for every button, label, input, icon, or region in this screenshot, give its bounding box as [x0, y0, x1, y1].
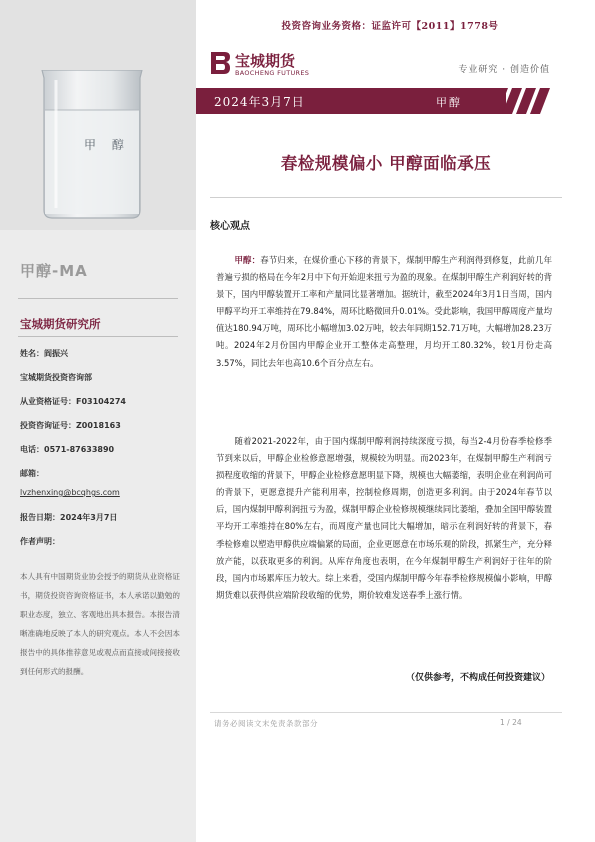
- phone-number: 电话：0571-87633890: [20, 445, 115, 454]
- slogan: 专业研究 · 创造价值: [458, 65, 550, 75]
- paragraph-1-text: 春节归来，在煤价重心下移的背景下，煤制甲醇生产利润得到修复，此前几年普遍亏损的格局在今年2月中下旬开始迎来扭亏为盈的现象。在煤制甲醇生产利润好转的背景下，国内甲醇装置开工率和产量同比显著增加。据统计，截至2024年3月1日当周，国内甲醇平均开工率维持在79.84%，周环比略微回升0.01%。受此影响，我国甲醇周度产量均值达180.94万吨，周环比小幅增加3.02万吨，较去年同期152.71万吨，大幅增加28.23万吨。2024年2月份国内甲醇企业开工整体走高整理，月均开工80.32%，较1月份走高3.57%，同比去年也高10.6个百分点左右。: [216, 255, 553, 368]
- report-headline: 春检规模偏小 甲醇面临承压: [280, 154, 492, 173]
- sidebar-divider: [18, 298, 178, 299]
- paragraph-lead: 甲醇：: [234, 255, 261, 265]
- disclaimer: （仅供参考，不构成任何投资建议）: [405, 673, 550, 683]
- banner-category: 甲醇: [436, 96, 462, 109]
- sidebar-divider: [18, 336, 178, 337]
- paragraph-1: [216, 252, 552, 372]
- qualification-number: 从业资格证号：F03104274: [20, 397, 126, 406]
- banner-date: 2024年3月7日: [214, 95, 305, 109]
- page-number: 1 / 24: [500, 718, 522, 727]
- author-statement: 本人具有中国期货业协会授予的期货从业资格证书，期货投资咨询资格证书，本人承诺以勤勉的职业态度，独立、客观地出具本报告。本报告清晰准确地反映了本人的研究观点。本人不会因本报告中的具体推荐意见或观点而直接或间接接收到任何形式的报酬。: [20, 572, 180, 676]
- banner-stripes: [496, 88, 550, 114]
- date-banner: [196, 88, 550, 114]
- analyst-name: 姓名：阎振兴: [20, 349, 68, 358]
- sidebar: [0, 0, 196, 842]
- analyst-company: 宝城期货投资咨询部: [20, 373, 92, 382]
- license-line: 投资咨询业务资格：证监许可【2011】1778号: [281, 21, 499, 32]
- paragraph-2-text: 随着2021-2022年，由于国内煤制甲醇利润持续深度亏损，每当2-4月份春季检修季节到来以后，甲醇企业检修意愿增强，规模较为明显。而2023年，在煤制甲醇生产利润亏损程度收缩的背景下，甲醇企业检修意愿明显下降，规模也大幅萎缩，表明企业在利润尚可的背景下，更愿意提升产能利用率，控制检修周期，创造更多利润。由于2024年春节以后，国内煤制甲醇利润扭亏为盈，煤制甲醇企业检修规模继续同比萎缩，叠加全国甲醇装置平均开工率维持在80%左右，而周度产量也同比大幅增加，暗示在利润好转的背景下，春季检修难以塑造甲醇供应端偏紧的局面，企业更愿意在市场乐观的阶段，抓紧生产，充分释放产能，以获取更多的利润。从库存角度也表明，在今年煤制甲醇生产利润好于往年的阶段，国内市场累库压力较大。综上来看，受国内煤制甲醇今年春季检修规模偏小影响，甲醇期货难以获得供应端阶段收缩的优势，期价较难发送春季上涨行情。: [216, 436, 552, 600]
- report-date: 报告日期：2024年3月7日: [20, 513, 118, 522]
- logo-text: 宝城期货: [235, 52, 296, 70]
- institute-name: 宝城期货研究所: [20, 317, 101, 331]
- footer-rule: [210, 712, 562, 713]
- footer-note: 请务必阅读文末免责条款部分: [214, 719, 318, 728]
- logo-mark-icon: [209, 50, 231, 76]
- headline-rule: [210, 197, 562, 198]
- paragraph-2: [216, 433, 552, 604]
- beaker-label: 甲 醇: [84, 138, 130, 152]
- company-logo: [209, 50, 339, 80]
- author-statement-label: 作者声明：: [20, 537, 60, 546]
- logo-subtext: BAOCHENG FUTURES: [235, 69, 310, 77]
- email-label: 邮箱：: [20, 469, 44, 478]
- email-link[interactable]: lvzhenxing@bcqhgs.com: [20, 488, 120, 497]
- product-name: 甲醇-MA: [20, 262, 88, 280]
- consulting-number: 投资咨询证号：Z0018163: [20, 421, 121, 430]
- section-title: 核心观点: [210, 221, 250, 232]
- cover-photo: [0, 0, 196, 230]
